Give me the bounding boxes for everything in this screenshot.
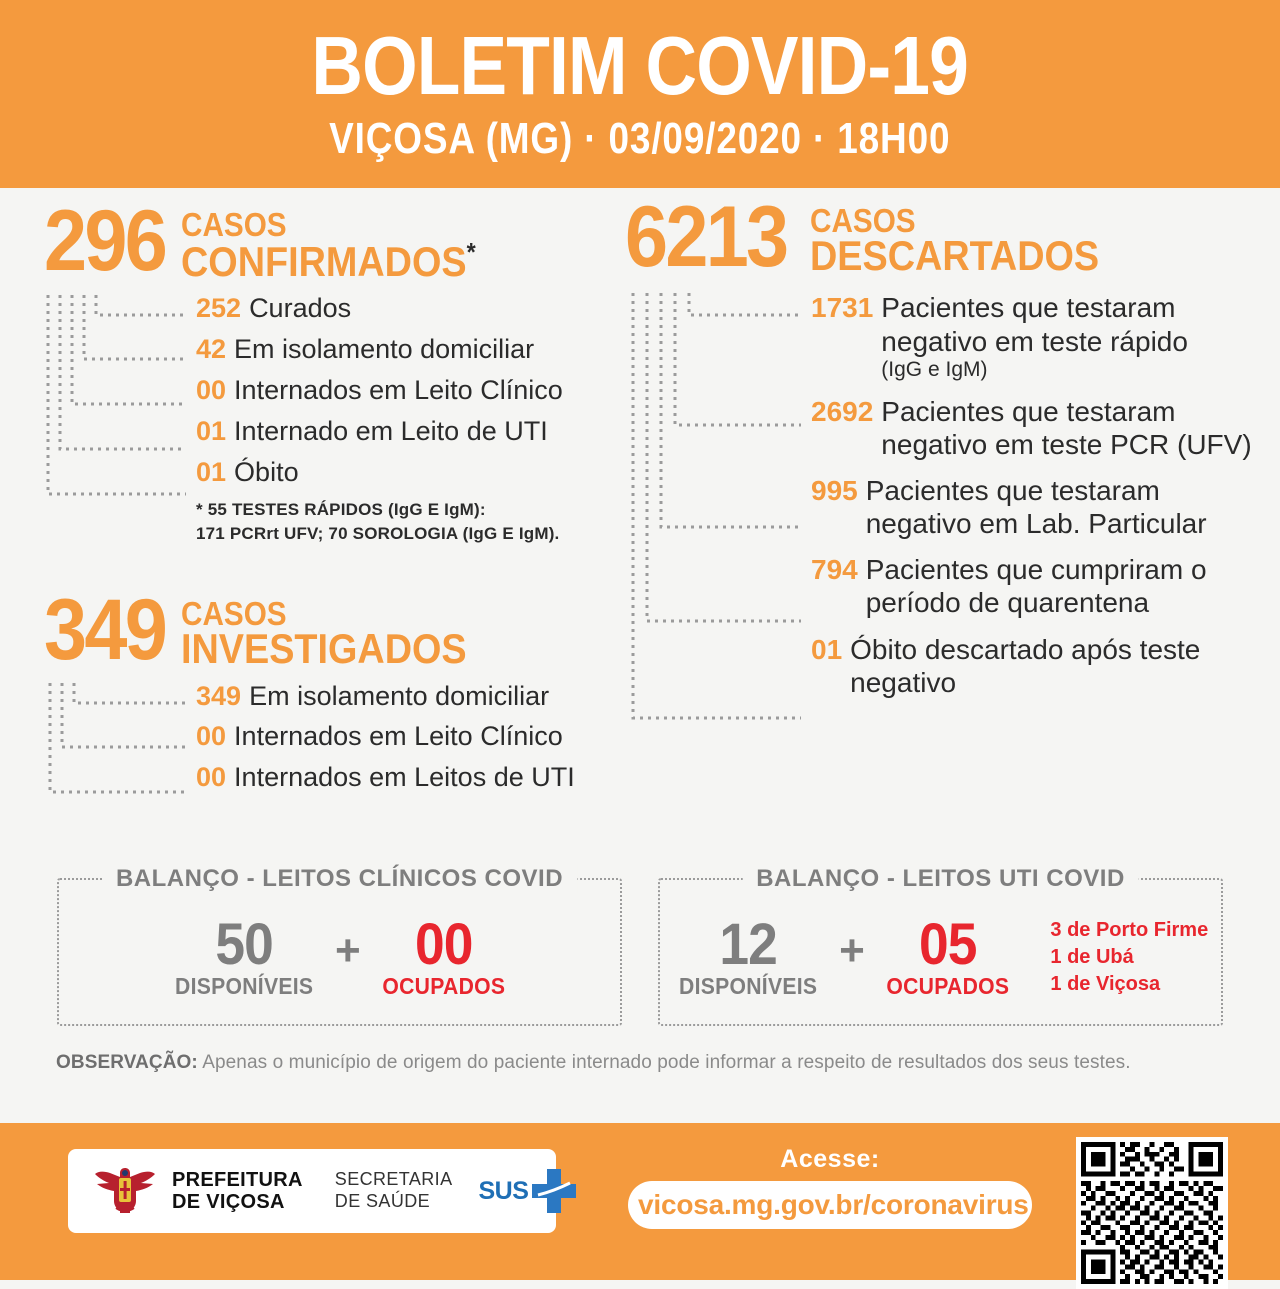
icu-available-label: DISPONÍVEIS	[678, 973, 818, 1000]
page-footer	[0, 1123, 1280, 1280]
investigated-cases-block	[44, 582, 644, 794]
prefeitura-line1: PREFEITURA	[172, 1168, 303, 1191]
access-block	[628, 1145, 1032, 1229]
investigated-total: 349	[44, 582, 166, 679]
plus-symbol: +	[839, 926, 865, 975]
origin-line: 3 de Porto Firme	[1050, 918, 1209, 941]
table-row	[196, 416, 644, 448]
logo-bar	[68, 1149, 556, 1233]
secretaria-line2: DE SAÚDE	[334, 1191, 431, 1211]
main-content	[0, 188, 1280, 1123]
row-text: Pacientes que testaram negativo em teste rápido (IgG e IgM)	[881, 291, 1265, 382]
row-value: 01	[196, 416, 227, 447]
access-label: Acesse:	[780, 1145, 880, 1173]
page-title: BOLETIM COVID-19	[311, 18, 969, 112]
balance-icu-title: BALANÇO - LEITOS UTI COVID	[742, 865, 1139, 893]
confirmed-cases-block	[44, 193, 644, 547]
investigated-connector-lines	[44, 681, 194, 811]
origin-line: 1 de Viçosa	[1050, 972, 1161, 995]
confirmed-rows-wrap	[44, 293, 644, 547]
investigated-label-line2: INVESTIGADOS	[180, 625, 467, 673]
icu-occupied-value: 05	[918, 911, 977, 977]
confirmed-label-line2: CONFIRMADOS*	[180, 237, 476, 286]
row-value: 42	[196, 334, 227, 365]
row-text: Internados em Leitos de UTI	[234, 762, 575, 793]
confirmed-rows	[196, 293, 644, 547]
balance-clinical-title: BALANÇO - LEITOS CLÍNICOS COVID	[102, 865, 577, 893]
confirmed-total: 296	[44, 193, 166, 289]
icu-occupied-origins	[1050, 917, 1208, 1002]
asterisk-marker: *	[466, 237, 476, 268]
balance-icu-inner	[660, 880, 1221, 1024]
discarded-connector-lines	[625, 291, 809, 741]
confirmed-connector-lines	[44, 293, 194, 518]
clinical-available-value: 50	[215, 911, 273, 977]
observation-label: OBSERVAÇÃO:	[56, 1052, 198, 1073]
row-value: 794	[811, 554, 858, 586]
qr-code[interactable]	[1076, 1137, 1228, 1289]
table-row	[811, 474, 1265, 540]
footnote-line-1: * 55 TESTES RÁPIDOS (IgG E IgM):	[196, 499, 486, 519]
row-value: 349	[196, 680, 242, 711]
row-value: 252	[196, 293, 242, 324]
row-value: 01	[196, 456, 227, 487]
discarded-rows	[811, 291, 1265, 698]
prefeitura-label	[172, 1169, 303, 1214]
row-text: Internados em Leito Clínico	[234, 721, 563, 752]
discarded-label	[810, 202, 1131, 280]
table-row	[196, 457, 644, 489]
clinical-occupied-label: OCUPADOS	[382, 973, 505, 1000]
qr-code-image	[1081, 1142, 1223, 1284]
clinical-occupied	[377, 911, 511, 1000]
row-text: Óbito	[234, 456, 299, 487]
row-text: Em isolamento domiciliar	[249, 680, 550, 711]
origin-line: 1 de Ubá	[1050, 945, 1134, 968]
secretaria-label	[335, 1169, 453, 1212]
row-value: 1731	[811, 292, 874, 324]
table-row	[196, 681, 644, 713]
table-row	[196, 334, 644, 366]
balance-clinical-inner	[59, 880, 620, 1024]
row-value: 00	[196, 721, 227, 752]
discarded-rows-wrap	[625, 291, 1265, 698]
access-url-pill[interactable]: vicosa.mg.gov.br/coronavirus	[628, 1181, 1032, 1229]
balance-icu-box	[658, 865, 1223, 1026]
vicosa-crest-icon	[94, 1162, 156, 1220]
table-row	[196, 375, 644, 407]
balance-boxes	[0, 865, 1280, 1026]
row-text: Curados	[249, 293, 352, 324]
icu-available-value: 12	[719, 911, 777, 977]
clinical-available-label: DISPONÍVEIS	[174, 973, 313, 1000]
clinical-occupied-value: 00	[414, 911, 473, 977]
row-text: Pacientes que testaram negativo em teste PCR (UFV)	[881, 396, 1252, 461]
row-value: 00	[196, 762, 227, 793]
observation-text: Apenas o município de origem do paciente internado pode informar a respeito de resultados dos seus testes.	[197, 1052, 1131, 1073]
row-value: 995	[811, 475, 858, 507]
discarded-label-line2: DESCARTADOS	[810, 232, 1100, 280]
row-note: (IgG e IgM)	[881, 357, 988, 381]
confirmed-label	[180, 206, 508, 286]
confirmed-label-line1: CASOS	[180, 206, 287, 243]
investigated-label	[180, 595, 498, 673]
icu-available	[673, 911, 823, 1000]
investigated-heading	[44, 582, 644, 679]
table-row	[196, 762, 644, 794]
table-row	[811, 553, 1265, 619]
row-value: 01	[811, 633, 843, 665]
icu-occupied-label: OCUPADOS	[886, 973, 1010, 1000]
investigated-rows	[196, 681, 644, 795]
investigated-label-line1: CASOS	[180, 595, 287, 633]
table-row	[811, 395, 1265, 461]
row-value: 00	[196, 375, 227, 406]
clinical-available	[169, 911, 319, 1000]
left-column	[44, 193, 644, 803]
sus-logo	[478, 1165, 580, 1217]
right-column	[625, 189, 1265, 712]
table-row	[811, 291, 1265, 382]
icu-occupied	[881, 911, 1015, 1000]
sus-cross-icon	[528, 1165, 580, 1217]
row-text: Óbito descartado após teste negativo	[850, 633, 1201, 698]
row-text: Internados em Leito Clínico	[234, 375, 563, 406]
discarded-total: 6213	[625, 189, 787, 285]
discarded-label-line1: CASOS	[810, 202, 916, 239]
row-text: Pacientes que testaram negativo em Lab. Particular	[865, 475, 1207, 540]
footnote-line-2: 171 PCRrt UFV; 70 SOROLOGIA (IgG E IgM).	[196, 524, 560, 544]
prefeitura-line2: DE VIÇOSA	[172, 1191, 285, 1213]
sus-label: SUS	[478, 1176, 529, 1205]
investigated-rows-wrap	[44, 681, 644, 795]
page-header	[0, 0, 1280, 188]
table-row	[196, 721, 644, 753]
confirmed-footnote	[196, 498, 644, 547]
discarded-cases-block	[625, 189, 1265, 699]
secretaria-line1: SECRETARIA	[334, 1169, 453, 1190]
observation-note	[56, 1052, 1131, 1074]
row-value: 2692	[811, 396, 874, 428]
table-row	[196, 293, 644, 325]
row-text: Em isolamento domiciliar	[234, 334, 535, 365]
row-text: Internado em Leito de UTI	[234, 416, 548, 447]
page-subtitle: VIÇOSA (MG) · 03/09/2020 · 18H00	[329, 114, 951, 164]
balance-clinical-box	[57, 865, 622, 1026]
plus-symbol: +	[334, 926, 361, 975]
row-text: Pacientes que cumpriram o período de quarentena	[865, 554, 1207, 619]
confirmed-heading	[44, 193, 644, 289]
discarded-heading	[625, 189, 1265, 285]
table-row	[811, 633, 1265, 699]
